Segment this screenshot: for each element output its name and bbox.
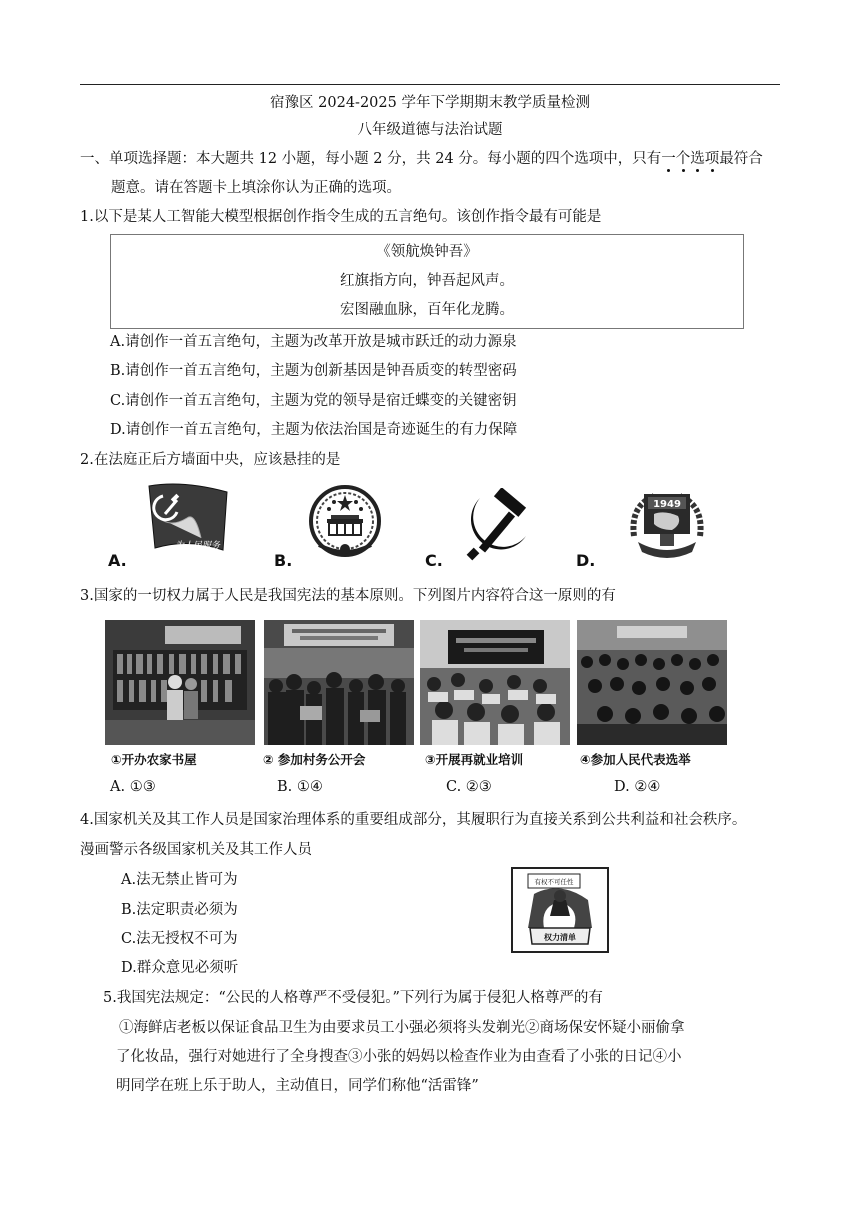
q5-body-line2: 了化妆品，强行对她进行了全身搜查③小张的妈妈以检查作业为由查看了小张的日记④小 (116, 1049, 682, 1065)
q2-letter-b[interactable]: B. (274, 551, 293, 570)
q3-option-a[interactable]: A. ①③ (110, 779, 156, 795)
court-emblem-icon[interactable] (624, 486, 710, 568)
q1-option-b[interactable]: B.请创作一首五言绝句，主题为创新基因是钟吾质变的转型密码 (110, 363, 517, 379)
photo-village-meeting (264, 620, 414, 745)
q5-stem: 5.我国宪法规定：“公民的人格尊严不受侵犯。”下列行为属于侵犯人格尊严的有 (103, 990, 603, 1006)
poem-title: 《领航焕钟吾》 (376, 244, 478, 260)
q5-body-line1: ①海鲜店老板以保证食品卫生为由要求员工小强必须将头发剃光②商场保安怀疑小丽偷拿 (119, 1020, 685, 1036)
poem-line-2: 宏图融血脉，百年化龙腾。 (340, 302, 514, 318)
poem-line-1: 红旗指方向，钟吾起风声。 (340, 273, 514, 289)
q5-body-line3: 明同学在班上乐于助人，主动值日，同学们称他“活雷锋” (116, 1078, 479, 1094)
q1-option-c[interactable]: C.请创作一首五言绝句，主题为党的领导是宿迁蝶变的关键密钥 (110, 393, 517, 409)
q2-letter-d[interactable]: D. (576, 551, 596, 570)
q4-option-b[interactable]: B.法定职责必须为 (121, 902, 238, 918)
q3-stem: 3.国家的一切权力属于人民是我国宪法的基本原则。下列图片内容符合这一原则的有 (80, 588, 616, 604)
q3-option-c[interactable]: C. ②③ (446, 779, 492, 795)
top-rule (80, 84, 780, 85)
national-emblem-icon[interactable] (307, 483, 383, 563)
emphasis-char: 一 (661, 151, 676, 167)
cartoon-sign-text: 有权不可任性 (534, 878, 574, 886)
section-intro-line2: 题意。请在答题卡上填涂你认为正确的选项。 (111, 180, 401, 196)
emphasis-char: 个 (675, 151, 691, 167)
photo-caption-4: ④参加人民代表选举 (580, 752, 691, 767)
photo-caption-1: ①开办农家书屋 (111, 752, 197, 767)
exam-title: 宿豫区 2024-2025 学年下学期期末教学质量检测 (270, 95, 590, 111)
intro-emphasis (661, 151, 719, 167)
q4-stem-line1: 4.国家机关及其工作人员是国家治理体系的重要组成部分，其履职行为直接关系到公共利益和社会秩序。 (80, 812, 747, 828)
intro-text-b: 最符合 (719, 151, 763, 167)
hammer-sickle-icon[interactable] (458, 488, 538, 566)
q4-option-a[interactable]: A.法无禁止皆可为 (121, 872, 238, 888)
section-intro (80, 147, 763, 168)
photo-library (105, 620, 255, 745)
emphasis-char: 项 (704, 151, 720, 167)
photo-election (577, 620, 727, 745)
cartoon-box-text: 权力清单 (544, 933, 576, 942)
photo-caption-2: ② 参加村务公开会 (263, 752, 366, 767)
q4-stem-line2: 漫画警示各级国家机关及其工作人员 (80, 842, 312, 858)
q1-stem: 1.以下是某人工智能大模型根据创作指令生成的五言绝句。该创作指令最有可能是 (80, 209, 602, 225)
q4-option-d[interactable]: D.群众意见必须听 (121, 960, 239, 976)
court-emblem-year: 1949 (653, 499, 681, 510)
q4-option-c[interactable]: C.法无授权不可为 (121, 931, 238, 947)
svg-text:为人民服务: 为人民服务 (175, 541, 221, 551)
q2-letter-a[interactable]: A. (108, 551, 127, 570)
photo-caption-3: ③开展再就业培训 (425, 752, 524, 767)
q3-option-b[interactable]: B. ①④ (277, 779, 323, 795)
party-flag-icon[interactable] (143, 478, 233, 568)
photo-job-training (420, 620, 570, 745)
power-list-cartoon (510, 866, 610, 954)
emphasis-char: 选 (690, 151, 705, 167)
exam-subtitle: 八年级道德与法治试题 (357, 122, 503, 138)
q3-option-d[interactable]: D. ②④ (614, 779, 661, 795)
q2-stem: 2.在法庭正后方墙面中央，应该悬挂的是 (80, 452, 341, 468)
q1-option-a[interactable]: A.请创作一首五言绝句，主题为改革开放是城市跃迁的动力源泉 (110, 334, 517, 350)
q2-letter-c[interactable]: C. (425, 551, 443, 570)
intro-text-a: 一、单项选择题：本大题共 12 小题，每小题 2 分，共 24 分。每小题的四个选项中，只有 (80, 151, 662, 167)
poem-box (110, 234, 744, 329)
q1-option-d[interactable]: D.请创作一首五言绝句，主题为依法治国是奇迹诞生的有力保障 (110, 422, 518, 438)
